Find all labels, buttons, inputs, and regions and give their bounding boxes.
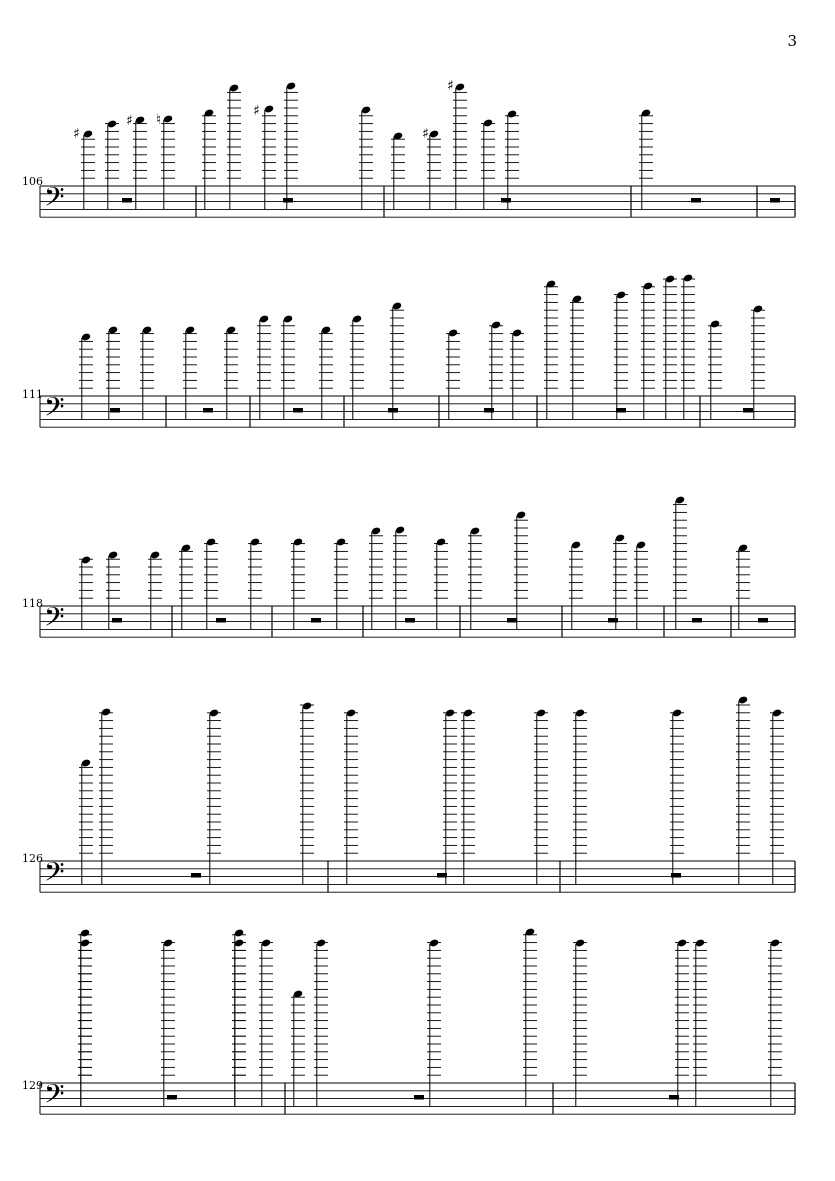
note-head — [677, 938, 687, 947]
note-head — [571, 540, 581, 549]
note-head — [643, 281, 653, 290]
note-head — [293, 537, 303, 546]
note-head — [336, 537, 346, 546]
note-head — [81, 332, 91, 341]
note-head — [234, 928, 244, 937]
rest — [608, 618, 618, 623]
bass-clef: 𝄢 — [44, 391, 65, 429]
bass-clef: 𝄢 — [44, 1078, 65, 1116]
note-head — [395, 525, 405, 534]
note-head — [302, 701, 312, 710]
note-head — [392, 301, 402, 310]
sharp-accidental: ♯ — [447, 78, 454, 94]
note-head — [463, 708, 473, 717]
note-head — [616, 290, 626, 299]
note-head — [429, 938, 439, 947]
note-head — [672, 708, 682, 717]
note-head — [483, 118, 493, 127]
note-head — [772, 708, 782, 717]
note-head — [163, 114, 173, 123]
note-head — [575, 938, 585, 947]
rest — [112, 618, 122, 623]
measure-number: 118 — [22, 597, 43, 610]
rest — [484, 408, 494, 413]
note-head — [229, 83, 239, 92]
note-head — [316, 938, 326, 947]
note-head — [163, 938, 173, 947]
rest — [437, 873, 447, 878]
rest — [501, 198, 511, 203]
note-head — [491, 320, 501, 329]
note-head — [283, 314, 293, 323]
note-head — [536, 708, 546, 717]
page-number: 3 — [787, 32, 797, 50]
note-head — [665, 274, 675, 283]
note-head — [101, 707, 111, 716]
bass-clef: 𝄢 — [44, 181, 65, 219]
note-head — [695, 938, 705, 947]
bass-clef: 𝄢 — [44, 856, 65, 894]
note-head — [107, 119, 117, 128]
rest — [405, 618, 415, 623]
rest — [414, 1095, 424, 1100]
note-head — [352, 314, 362, 323]
note-head — [261, 938, 271, 947]
note-head — [80, 928, 90, 937]
note-head — [234, 938, 244, 947]
note-head — [683, 273, 693, 282]
note-head — [636, 540, 646, 549]
note-head — [615, 533, 625, 542]
measure-number: 126 — [22, 852, 43, 865]
rest — [743, 408, 753, 413]
rest — [507, 618, 517, 623]
note-head — [371, 526, 381, 535]
sharp-accidental: ♯ — [422, 126, 429, 142]
measure-number: 106 — [22, 175, 43, 188]
staff-system — [40, 695, 795, 894]
note-head — [455, 82, 465, 91]
rest — [758, 618, 768, 623]
note-head — [286, 81, 296, 90]
note-head — [436, 537, 446, 546]
note-head — [770, 938, 780, 947]
rest — [203, 408, 213, 413]
note-head — [448, 328, 458, 337]
rest — [692, 618, 702, 623]
note-head — [81, 758, 91, 767]
note-head — [83, 129, 93, 138]
note-head — [445, 708, 455, 717]
note-head — [361, 105, 371, 114]
note-head — [710, 319, 720, 328]
staff-system — [40, 273, 795, 429]
note-head — [209, 708, 219, 717]
staff-system — [40, 495, 795, 639]
note-head — [675, 495, 685, 504]
note-head — [80, 938, 90, 947]
sharp-accidental: ♯ — [253, 103, 260, 119]
note-head — [429, 129, 439, 138]
rest — [770, 198, 780, 203]
note-head — [206, 537, 216, 546]
note-head — [264, 104, 274, 113]
sharp-accidental: ♯ — [126, 113, 133, 129]
rest — [110, 408, 120, 413]
natural-accidental: ♮ — [156, 112, 162, 128]
note-head — [250, 537, 260, 546]
staff-system — [40, 927, 795, 1116]
measure-number: 129 — [22, 1079, 43, 1092]
note-head — [346, 708, 356, 717]
rest — [293, 408, 303, 413]
note-head — [81, 555, 91, 564]
note-head — [753, 304, 763, 313]
rest — [671, 873, 681, 878]
sharp-accidental: ♯ — [73, 126, 80, 142]
rest — [216, 618, 226, 623]
rest — [283, 198, 293, 203]
bass-clef: 𝄢 — [44, 601, 65, 639]
measure-number: 111 — [22, 388, 43, 401]
note-head — [575, 708, 585, 717]
note-head — [512, 328, 522, 337]
note-head — [738, 695, 748, 704]
rest — [191, 873, 201, 878]
rest — [167, 1095, 177, 1100]
note-head — [259, 314, 269, 323]
rest — [388, 408, 398, 413]
note-head — [507, 109, 517, 118]
rest — [616, 408, 626, 413]
note-head — [150, 550, 160, 559]
staff-system — [40, 78, 795, 219]
rest — [669, 1095, 679, 1100]
note-head — [516, 510, 526, 519]
rest — [691, 198, 701, 203]
rest — [311, 618, 321, 623]
note-head — [108, 550, 118, 559]
rest — [122, 198, 132, 203]
note-head — [470, 526, 480, 535]
